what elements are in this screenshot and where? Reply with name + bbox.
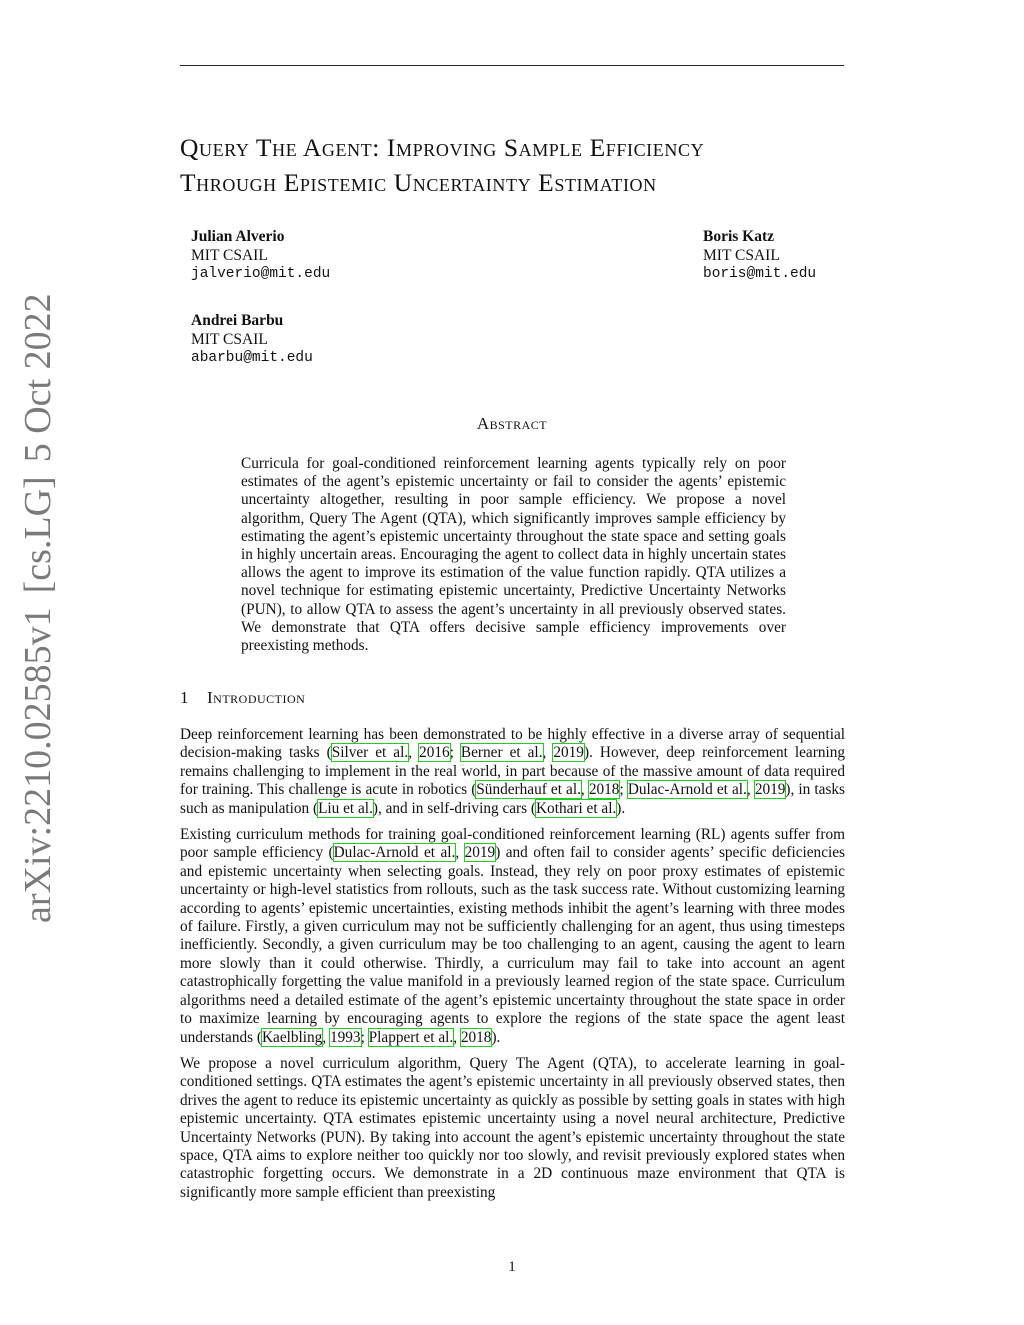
author-email[interactable]: boris@mit.edu [703, 266, 817, 282]
abstract-text: Curricula for goal-conditioned reinforcement learning agents typically rely on poor estimates of the agent’s epistemic uncertainty or fail to consider the agents’ epistemic uncertainty altogether, resulting in poor sample efficiency. We propose a novel algorithm, Query The Agent (QTA), which significantly improves sample efficiency by estimating the agent’s epistemic uncertainty throughout the state space and setting goals in highly uncertain areas. Encouraging the agent to collect data in highly uncertain states allows the agent to improve its estimation of the value function rapidly. QTA utilizes a novel technique for estimating epistemic uncertainty, Predictive Uncertainty Networks (PUN), to allow QTA to assess the agent’s uncertainty in all previously observed states. We demonstrate that QTA offers decisive sample efficiency improvements over preexisting methods. [241, 455, 786, 655]
arxiv-id[interactable]: arXiv:2210.02585v1 [17, 607, 59, 923]
text-run: ), and in self-driving cars ( [372, 799, 536, 817]
page-number: 1 [508, 1259, 516, 1275]
abstract-heading: Abstract [476, 414, 548, 433]
citation-link[interactable]: 2018 [588, 781, 620, 799]
citation-link[interactable]: 2018 [460, 1028, 492, 1046]
citation-link[interactable]: Sünderhauf et al. [476, 781, 581, 799]
text-run: ; [360, 1028, 369, 1046]
author-block [191, 312, 313, 368]
author-affiliation: MIT CSAIL [191, 246, 268, 264]
citation-link[interactable]: Plappert et al. [368, 1028, 454, 1046]
author-block [703, 228, 816, 284]
author-name: Julian Alverio [191, 228, 285, 245]
author-block [191, 228, 330, 284]
author-name: Boris Katz [703, 228, 775, 245]
author-affiliation: MIT CSAIL [191, 330, 268, 348]
author-affiliation: MIT CSAIL [703, 246, 780, 264]
text-run: ) and often fail to consider agents’ specific deficiencies and epistemic uncertainty when selecting goals. Instead, they rely on poor proxy estimates of epistemic uncertainty or high-level statistics from rollouts, such as the task success rate. Without customizing learning according to agents’ epistemic uncertainties, existing methods inhibit the agent’s learning with three modes of failure. Firstly, a given curriculum may not be sufficiently challenging for an agent, thus using timesteps inefficiently. Secondly, a given curriculum may be too challenging to an agent, causing the agent to learn more slowly than it could otherwise. Thirdly, a curriculum may fail to take into account an agent catastrophically forgetting the value manifold in a previously learned region of the state space. Curriculum algorithms need a detailed estimate of the agent’s epistemic uncertainty throughout the state space in order to maximize learning by encouraging agents to explore the regions of the state space the agent least understands ( [180, 844, 845, 1046]
citation-link[interactable]: Dulac-Arnold et al. [627, 781, 747, 799]
text-run: , [322, 1028, 330, 1046]
citation-link[interactable]: 2016 [419, 744, 450, 762]
text-run: , [453, 1028, 461, 1046]
text-run: ; [619, 781, 628, 799]
paper-title-line-1: Query The Agent: Improving Sample Efficiency [180, 133, 705, 162]
text-run: ). [491, 1028, 501, 1046]
top-rule [180, 65, 844, 66]
author-email[interactable]: abarbu@mit.edu [191, 350, 313, 366]
section-number: 1 [180, 688, 189, 707]
text-run: , [580, 781, 589, 799]
text-run: ; [449, 744, 461, 762]
citation-link[interactable]: Kaelbling [262, 1028, 323, 1046]
text-run: , [746, 781, 755, 799]
citation-link[interactable]: Kothari et al. [536, 799, 617, 817]
citation-link[interactable]: Berner et al. [460, 744, 543, 762]
arxiv-stamp [6, 293, 70, 930]
paragraph [180, 826, 845, 1047]
text-run: ). However, deep reinforcement learning remains challenging to implement in the real world, in part because of the massive amount of data required for training. This challenge is acute in robotics ( [180, 744, 846, 799]
paper-title [180, 130, 860, 200]
citation-link[interactable]: Liu et al. [318, 799, 373, 817]
text-run: ), in tasks such as manipulation ( [180, 781, 846, 817]
citation-link[interactable]: 2019 [464, 844, 496, 862]
citation-link[interactable]: 1993 [329, 1028, 361, 1046]
citation-link[interactable]: 2019 [553, 744, 584, 762]
text-run: , [542, 744, 554, 762]
paragraph [180, 1055, 845, 1202]
text-run: Existing curriculum methods for training goal-conditioned reinforcement learning (RL) agents suffer from poor sample efficiency ( [180, 826, 845, 862]
citation-link[interactable]: 2019 [754, 781, 786, 799]
introduction-body [180, 726, 845, 1210]
text-run: , [455, 844, 465, 862]
section-heading [180, 688, 305, 708]
citation-link[interactable]: Dulac-Arnold et al. [333, 844, 456, 862]
author-name: Andrei Barbu [191, 312, 284, 329]
text-run: , [408, 744, 420, 762]
text-run: Deep reinforcement learning has been demonstrated to be highly effective in a diverse array of sequential decision-making tasks ( [180, 726, 845, 762]
arxiv-date: 5 Oct 2022 [17, 293, 59, 463]
text-run: ). [616, 799, 626, 817]
paragraph [180, 726, 845, 818]
author-email[interactable]: jalverio@mit.edu [191, 266, 331, 282]
section-title: Introduction [207, 688, 306, 707]
text-run: We propose a novel curriculum algorithm, Query The Agent (QTA), to accelerate learning in goal-conditioned settings. QTA estimates the agent’s epistemic uncertainty in all previously observed states, then drives the agent to reduce its epistemic uncertainty as quickly as possible by setting goals in states with high epistemic uncertainty. QTA estimates epistemic uncertainty using a novel neural architecture, Predictive Uncertainty Networks (PUN). By taking into account the agent’s epistemic uncertainty throughout the state space, QTA aims to explore neither too quickly nor too slowly, and revisit previously explored states when catastrophic forgetting occurs. We demonstrate in a 2D continuous maze environment that QTA is significantly more sample efficient than preexisting [180, 1054, 845, 1201]
citation-link[interactable]: Silver et al. [331, 744, 409, 762]
paper-title-line-2: Through Epistemic Uncertainty Estimation [180, 168, 657, 197]
arxiv-category: [cs.LG] [17, 476, 59, 594]
